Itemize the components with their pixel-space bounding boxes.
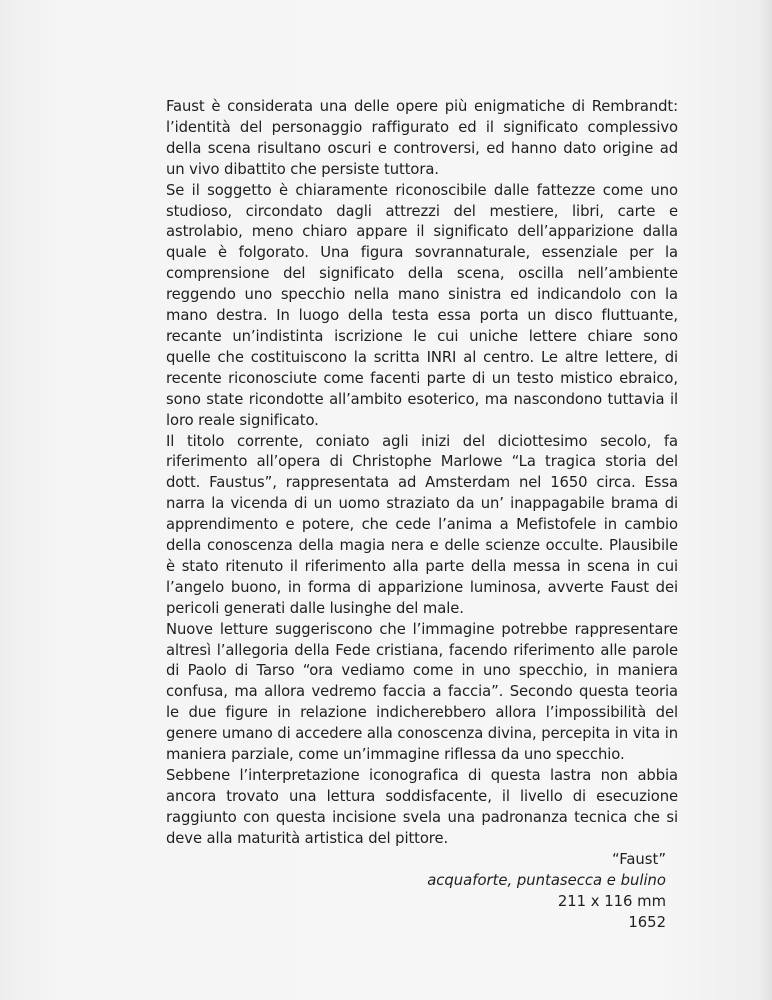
caption-dimensions: 211 x 116 mm (557, 893, 666, 910)
caption-year: 1652 (628, 914, 666, 931)
paragraph-1: Faust è considerata una delle opere più enigmatiche di Rembrandt: l’identità del personaggio raffigurato ed il significato complessivo della scena risultano oscuri e controversi, ed hanno dato origine ad un vivo dibattito che persiste tuttora. (166, 98, 678, 178)
page-edge-shadow (758, 0, 772, 1000)
artwork-caption (306, 849, 666, 933)
paragraph-3: Il titolo corrente, coniato agli inizi del diciottesimo secolo, fa riferimento all’opera di Christophe Marlowe “La tragica storia del dott. Faustus”, rappresentata ad Amsterdam nel 1650 circa. Essa narra la vicenda di un uomo straziato da un’ inappagabile brama di apprendimento e potere, che cede l’anima a Mefistofele in cambio della conoscenza della magia nera e delle scienze occulte. Plausibile è stato ritenuto il riferimento alla parte della messa in scena in cui l’angelo buono, in forma di apparizione luminosa, avverte Faust dei pericoli generati dalle lusinghe del male. (166, 432, 678, 617)
paragraph-4: Nuove letture suggeriscono che l’immagine potrebbe rappresentare altresì l’allegoria della Fede cristiana, facendo riferimento alle parole di Paolo di Tarso “ora vediamo come in uno specchio, in maniera confusa, ma allora vedremo faccia a faccia”. Secondo questa teoria le due figure in relazione indicherebbero allora l’impossibilità del genere umano di accedere alla conoscenza divina, percepita in vita in maniera parziale, come un’immagine riflessa da uno specchio. (166, 620, 678, 764)
body-text (166, 97, 678, 850)
caption-title: “Faust” (612, 851, 666, 868)
paragraph-5: Sebbene l’interpretazione iconografica di questa lastra non abbia ancora trovato una lettura soddisfacente, il livello di esecuzione raggiunto con questa incisione svela una padronanza tecnica che si deve alla maturità artistica del pittore. (166, 767, 678, 847)
paragraph-2: Se il soggetto è chiaramente riconoscibile dalle fattezze come uno studioso, circondato dagli attrezzi del mestiere, libri, carte e astrolabio, meno chiaro appare il significato dell’apparizione dalla quale è folgorato. Una figura sovrannaturale, essenziale per la comprensione del significato della scena, oscilla nell’ambiente reggendo uno specchio nella mano sinistra ed indicandolo con la mano destra. In luogo della testa essa porta un disco fluttuante, recante un’indistinta iscrizione le cui uniche lettere chiare sono quelle che costituiscono la scritta INRI al centro. Le altre lettere, di recente riconosciute come facenti parte di un testo mistico ebraico, sono state ricondotte all’ambito esoterico, ma nascondono tuttavia il loro reale significato. (166, 181, 678, 429)
caption-medium: acquaforte, puntasecca e bulino (427, 872, 666, 889)
